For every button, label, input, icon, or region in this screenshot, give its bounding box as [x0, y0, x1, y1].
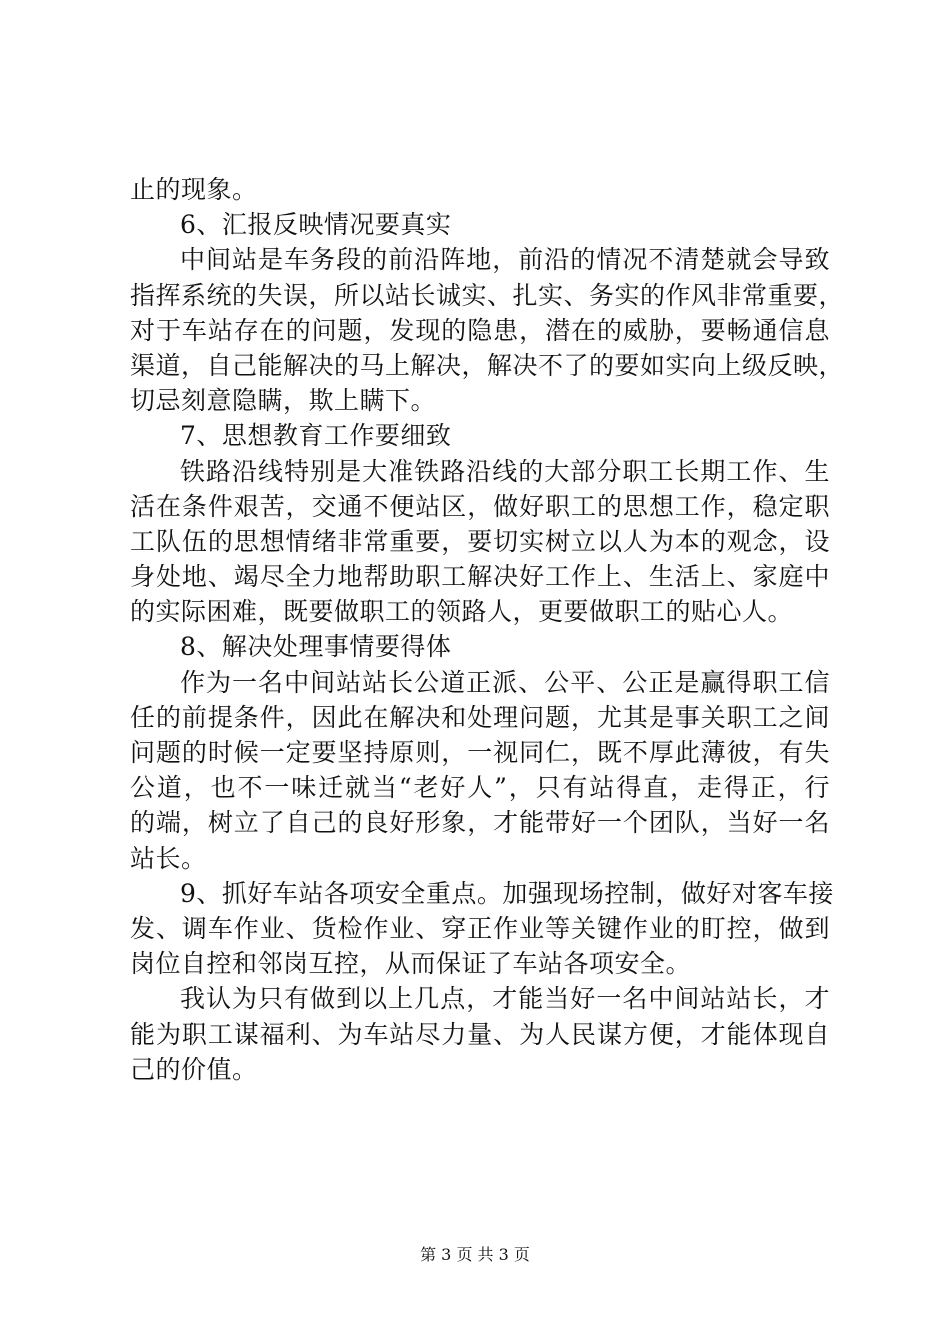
text-line: 岗位自控和邻岗互控，从而保证了车站各项安全。	[130, 949, 692, 979]
section-heading-6: 6、汇报反映情况要真实	[180, 210, 452, 240]
text-line: 渠道，自己能解决的马上解决，解决不了的要如实向上级反映，	[130, 350, 845, 380]
text-line: 活在条件艰苦，交通不便站区，做好职工的思想工作，稳定职	[130, 491, 830, 521]
document-body	[130, 172, 845, 1087]
text-line: 公道，也不一味迁就当“老好人”，只有站得直，走得正，行	[130, 773, 830, 803]
text-line: 切忌刻意隐瞒，欺上瞒下。	[130, 386, 437, 416]
text-line: 工队伍的思想情绪非常重要，要切实树立以人为本的观念，设	[130, 526, 830, 556]
text-line: 站长。	[130, 843, 207, 873]
text-line: 的实际困难，既要做职工的领路人，更要做职工的贴心人。	[130, 597, 794, 627]
section-heading-8: 8、解决处理事情要得体	[180, 632, 452, 662]
text-line: 我认为只有做到以上几点，才能当好一名中间站站长，才	[180, 984, 830, 1014]
text-line: 发、调车作业、货检作业、穿正作业等关键作业的盯控，做到	[130, 913, 830, 943]
page-footer: 第 3 页 共 3 页	[420, 1245, 530, 1264]
text-line: 中间站是车务段的前沿阵地，前沿的情况不清楚就会导致	[180, 245, 830, 275]
text-line: 铁路沿线特别是大准铁路沿线的大部分职工长期工作、生	[180, 456, 830, 486]
text-line: 对于车站存在的问题，发现的隐患，潜在的威胁，要畅通信息	[130, 315, 830, 345]
text-line: 9、抓好车站各项安全重点。加强现场控制，做好对客车接	[180, 878, 834, 908]
text-line: 作为一名中间站站长公道正派、公平、公正是赢得职工信	[180, 667, 830, 697]
text-line: 能为职工谋福利、为车站尽力量、为人民谋方便，才能体现自	[130, 1019, 830, 1049]
text-line: 止的现象。	[130, 175, 258, 204]
text-line: 任的前提条件，因此在解决和处理问题，尤其是事关职工之间	[130, 702, 830, 732]
text-line: 己的价值。	[130, 1054, 258, 1084]
text-line: 问题的时候一定要坚持原则，一视同仁，既不厚此薄彼，有失	[130, 738, 830, 767]
section-heading-7: 7、思想教育工作要细致	[180, 421, 452, 451]
text-line: 身处地、竭尽全力地帮助职工解决好工作上、生活上、家庭中	[130, 562, 830, 592]
text-line: 的端，树立了自己的良好形象，才能带好一个团队，当好一名	[130, 808, 830, 838]
text-line: 指挥系统的失误，所以站长诚实、扎实、务实的作风非常重要，	[130, 280, 845, 310]
